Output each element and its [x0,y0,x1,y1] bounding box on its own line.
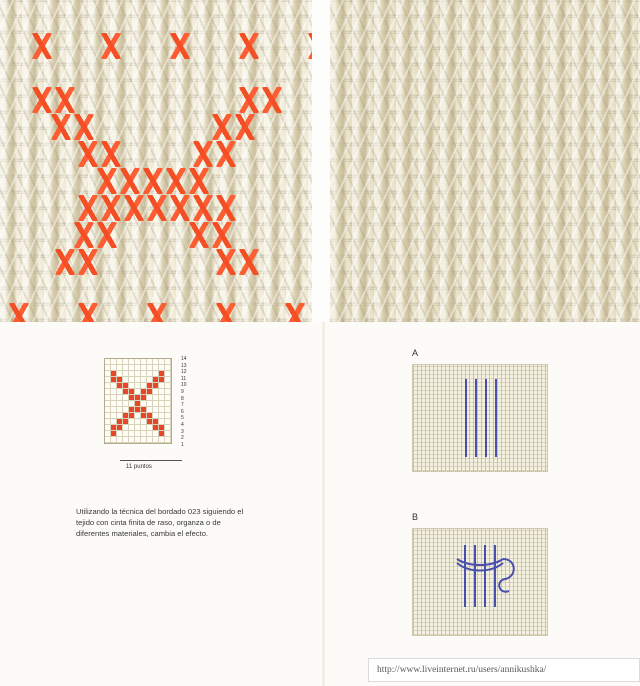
embroidery-stitch [77,303,99,322]
embroidery-stitch [119,168,141,194]
diagram-b-swatch [412,528,548,636]
embroidery-stitch [215,141,237,167]
embroidery-stitch [284,303,306,322]
chart-row-number: 12 [181,369,187,376]
embroidery-stitch [234,114,256,140]
embroidery-stitch [73,222,95,248]
diagram-a-swatch [412,364,548,472]
chart-row-number: 14 [181,356,187,362]
embroidery-stitch [77,249,99,275]
embroidery-stitch [169,195,191,221]
chart-row-number: 8 [181,395,184,402]
chart-columns-text: 11 puntos [126,464,152,470]
embroidery-stitch [238,33,260,59]
embroidery-stitch [100,195,122,221]
chart-row-number: 9 [181,388,184,395]
embroidery-stitch [192,141,214,167]
column-divider [322,322,325,686]
embroidery-stitch [211,114,233,140]
chart-row-number: 3 [181,428,184,435]
embroidery-stitch [215,249,237,275]
instruction-text: Utilizando la técnica del bordado 023 siguiendo el tejido con cinta finita de raso, organza o de diferentes materiales, cambia el efecto. [76,506,244,539]
embroidery-stitch [215,303,237,322]
embroidery-stitch [238,87,260,113]
stitch-chart [104,356,187,470]
orange-cross-stitch-photo [0,0,312,322]
embroidery-stitch [142,168,164,194]
embroidery-stitch [169,33,191,59]
embroidery-stitch [165,168,187,194]
watermark-url: http://www.liveinternet.ru/users/annikushka/ [377,665,547,675]
diagram-b-label: B [412,512,419,522]
embroidery-stitch [146,195,168,221]
embroidery-stitch [188,222,210,248]
watermark-bar [368,658,640,682]
embroidery-stitch [100,33,122,59]
embroidery-stitch [31,87,53,113]
embroidery-stitch [123,195,145,221]
embroidery-stitch [238,249,260,275]
chart-columns-label [126,464,152,470]
embroidery-stitch [146,303,168,322]
chart-row-number: 10 [181,382,187,389]
chart-row-number: 11 [181,375,187,382]
embroidery-stitch [8,303,30,322]
chart-row-number: 7 [181,402,184,409]
blue-bundle-photo [330,0,640,322]
embroidery-stitch [307,33,312,59]
chart-row-number: 6 [181,408,184,415]
embroidery-stitch [100,141,122,167]
chart-row-number: 2 [181,435,184,442]
embroidery-stitch [96,222,118,248]
embroidery-stitch [192,195,214,221]
embroidery-stitch [211,222,233,248]
lower-panel [0,322,640,686]
embroidery-stitch [215,195,237,221]
photo-row [0,0,640,322]
chart-row-number: 1 [181,441,184,448]
embroidery-stitch [54,87,76,113]
embroidery-stitch [50,114,72,140]
chart-row-numbers [181,356,187,448]
embroidery-stitch [188,168,210,194]
chart-cell [165,437,171,443]
chart-row-number: 13 [181,362,187,369]
embroidery-stitch [77,195,99,221]
embroidery-stitch [54,249,76,275]
bundle-stitch-diagram-icon [413,529,547,635]
chart-row-number: 4 [181,421,184,428]
embroidery-stitch [73,114,95,140]
diagram-a-label: A [412,348,419,358]
embroidery-stitch [261,87,283,113]
chart-row-number: 5 [181,415,184,422]
embroidery-stitch [77,141,99,167]
knit-chevron-overlay [330,0,640,322]
embroidery-stitch [96,168,118,194]
chart-grid [104,358,172,444]
embroidery-stitch [31,33,53,59]
